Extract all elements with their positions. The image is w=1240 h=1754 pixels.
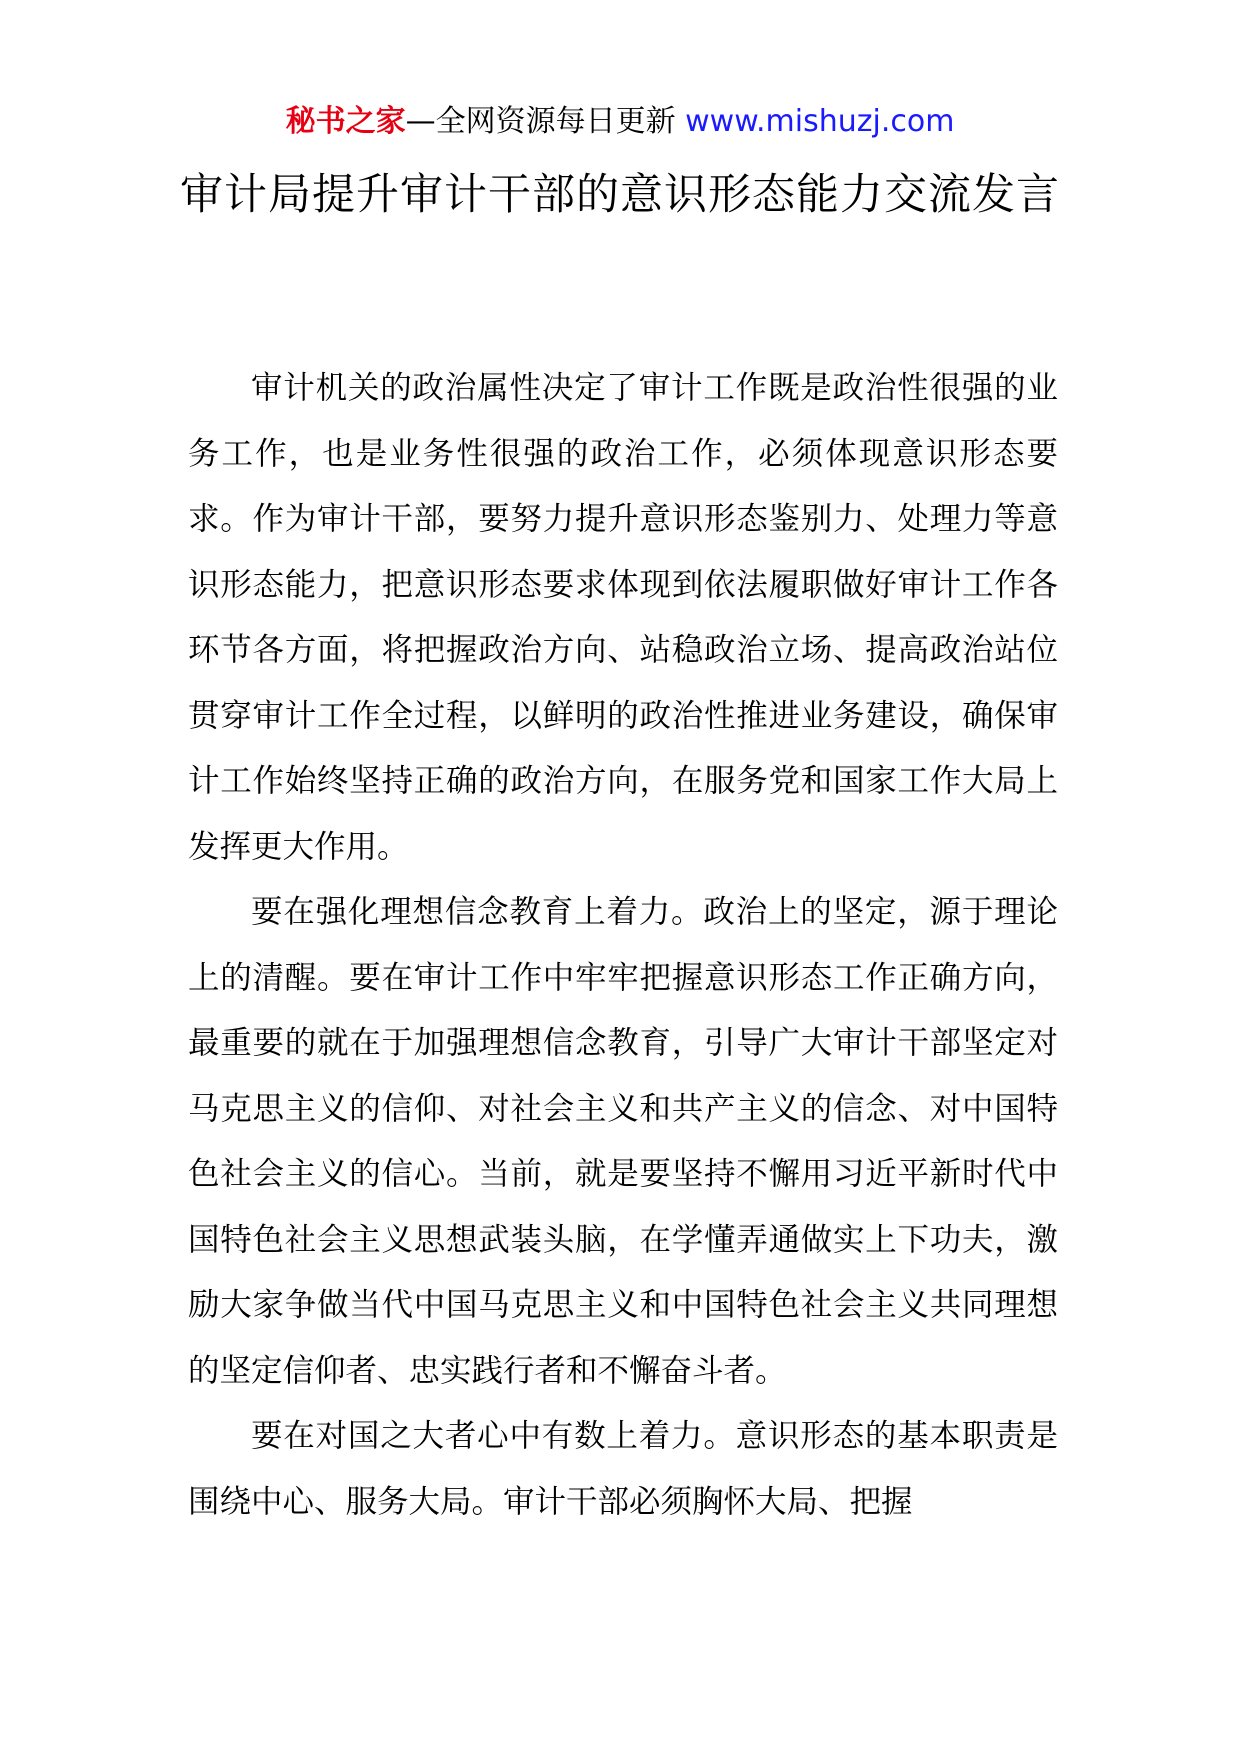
site-tagline: —全网资源每日更新	[405, 104, 676, 139]
document-body	[188, 356, 1058, 1535]
paragraph-1: 审计机关的政治属性决定了审计工作既是政治性很强的业务工作，也是业务性很强的政治工作，必须体现意识形态要求。作为审计干部，要努力提升意识形态鉴别力、处理力等意识形态能力，把意识形态要求体现到依法履职做好审计工作各环节各方面，将把握政治方向、站稳政治立场、提高政治站位贯穿审计工作全过程，以鲜明的政治性推进业务建设，确保审计工作始终坚持正确的政治方向，在服务党和国家工作大局上发挥更大作用。	[188, 370, 1058, 865]
paragraph-3: 要在对国之大者心中有数上着力。意识形态的基本职责是围绕中心、服务大局。审计干部必须胸怀大局、把握	[188, 1418, 1058, 1520]
paragraph-2: 要在强化理想信念教育上着力。政治上的坚定，源于理论上的清醒。要在审计工作中牢牢把握意识形态工作正确方向，最重要的就在于加强理想信念教育，引导广大审计干部坚定对马克思主义的信仰、对社会主义和共产主义的信念、对中国特色社会主义的信心。当前，就是要坚持不懈用习近平新时代中国特色社会主义思想武装头脑，在学懂弄通做实上下功夫，激励大家争做当代中国马克思主义和中国特色社会主义共同理想的坚定信仰者、忠实践行者和不懈奋斗者。	[188, 894, 1058, 1389]
document-title: 审计局提升审计干部的意识形态能力交流发言	[180, 170, 1060, 220]
brand-name: 秘书之家	[285, 104, 406, 139]
site-url-link[interactable]: www.mishuzj.com	[685, 104, 955, 139]
site-header	[0, 100, 1240, 144]
